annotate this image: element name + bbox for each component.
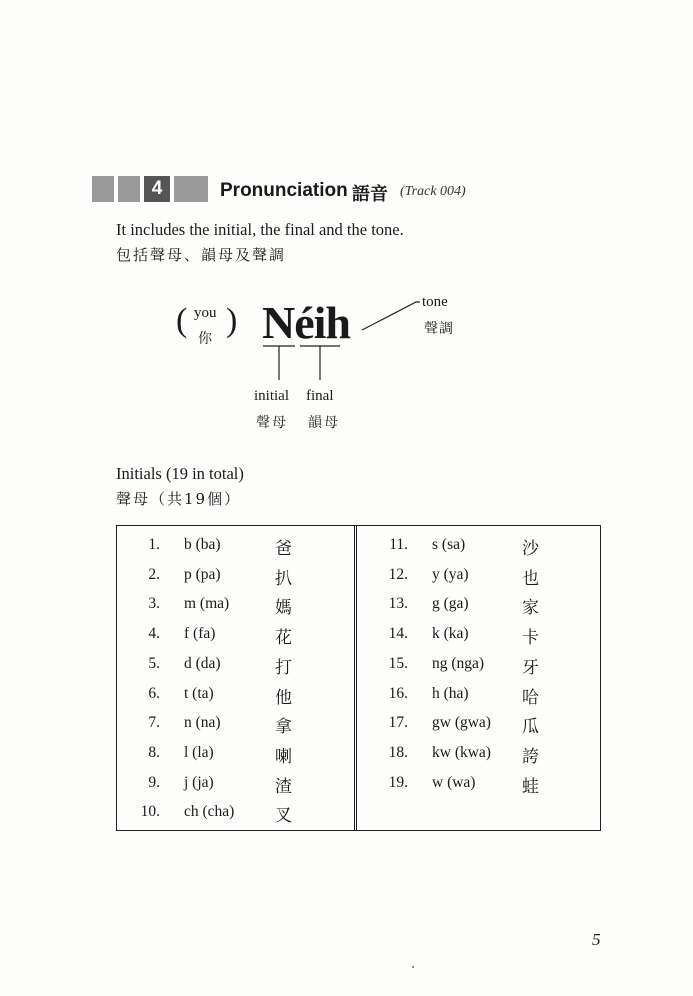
row-number: 18. bbox=[388, 743, 408, 761]
table-row bbox=[0, 655, 693, 685]
section-title-zh: 語音 bbox=[352, 184, 388, 205]
example-character: 蛙 bbox=[522, 776, 539, 797]
initial-label: initial bbox=[254, 388, 289, 404]
table-row bbox=[0, 685, 693, 715]
romanization: m (ma) bbox=[184, 595, 230, 613]
final-label-zh: 韻母 bbox=[308, 415, 340, 431]
section-title: Pronunciation bbox=[220, 180, 348, 201]
initials-heading-zh: 聲母（共19個） bbox=[116, 490, 242, 508]
gloss-en: you bbox=[194, 305, 217, 321]
close-paren: ) bbox=[226, 302, 238, 339]
example-character: 卡 bbox=[522, 628, 539, 649]
table-row bbox=[0, 744, 693, 774]
track-reference: (Track 004) bbox=[400, 184, 466, 199]
row-number: 14. bbox=[388, 625, 408, 643]
romanization: b (ba) bbox=[184, 536, 221, 553]
row-number: 16. bbox=[388, 684, 408, 702]
example-word: Néih bbox=[262, 297, 350, 348]
romanization: s (sa) bbox=[432, 536, 466, 553]
table-row bbox=[0, 566, 693, 596]
example-character: 瓜 bbox=[522, 717, 539, 738]
intro-text: It includes the initial, the final and the tone. bbox=[116, 220, 404, 239]
romanization: j (ja) bbox=[184, 773, 214, 791]
initials-heading: Initials (19 in total) bbox=[116, 464, 244, 483]
example-character: 叉 bbox=[275, 806, 292, 827]
example-character: 花 bbox=[275, 628, 292, 649]
example-character: 家 bbox=[522, 598, 539, 619]
page-number: 5 bbox=[592, 930, 601, 949]
tone-label: tone bbox=[422, 294, 448, 310]
example-character: 他 bbox=[275, 687, 292, 708]
example-character: 渣 bbox=[275, 776, 292, 797]
example-character: 爸 bbox=[275, 539, 292, 559]
romanization: l (la) bbox=[184, 743, 214, 761]
row-number: 2. bbox=[148, 565, 160, 583]
table-row bbox=[0, 625, 693, 655]
romanization: k (ka) bbox=[432, 625, 469, 643]
romanization: gw (gwa) bbox=[432, 714, 491, 732]
row-number: 8. bbox=[148, 743, 160, 761]
romanization: ch (cha) bbox=[184, 803, 235, 821]
row-number: 5. bbox=[148, 654, 160, 672]
example-character: 牙 bbox=[522, 657, 539, 678]
table-row bbox=[0, 536, 693, 566]
row-number: 3. bbox=[148, 595, 160, 613]
section-number: 4 bbox=[144, 176, 170, 202]
romanization: kw (kwa) bbox=[432, 743, 491, 761]
row-number: 13. bbox=[388, 595, 408, 613]
row-number: 11. bbox=[389, 536, 408, 553]
row-number: 1. bbox=[148, 536, 160, 553]
romanization: d (da) bbox=[184, 654, 221, 672]
example-character: 誇 bbox=[522, 746, 539, 767]
example-character: 喇 bbox=[275, 746, 292, 767]
row-number: 19. bbox=[388, 773, 408, 791]
romanization: h (ha) bbox=[432, 684, 469, 702]
tone-pointer-line bbox=[362, 302, 420, 330]
table-row bbox=[0, 803, 693, 833]
example-character: 拿 bbox=[275, 717, 292, 738]
example-character: 哈 bbox=[522, 687, 539, 708]
gloss-zh: 你 bbox=[198, 331, 212, 347]
row-number: 9. bbox=[148, 773, 160, 791]
example-character: 打 bbox=[275, 657, 292, 678]
open-paren: ( bbox=[176, 302, 188, 339]
romanization: ng (nga) bbox=[432, 654, 485, 672]
example-character: 扒 bbox=[275, 568, 292, 589]
romanization: p (pa) bbox=[184, 565, 221, 583]
row-number: 10. bbox=[140, 803, 160, 821]
row-number: 7. bbox=[148, 714, 160, 732]
table-row bbox=[0, 774, 693, 804]
table-row bbox=[0, 714, 693, 744]
romanization: g (ga) bbox=[432, 595, 469, 613]
final-label: final bbox=[306, 388, 334, 404]
row-number: 17. bbox=[388, 714, 408, 732]
example-character: 也 bbox=[522, 568, 539, 589]
initial-label-zh: 聲母 bbox=[256, 415, 288, 431]
row-number: 4. bbox=[148, 625, 160, 643]
row-number: 15. bbox=[388, 654, 408, 672]
romanization: t (ta) bbox=[184, 684, 214, 702]
intro-text-zh: 包括聲母、韻母及聲調 bbox=[116, 246, 287, 264]
example-character: 媽 bbox=[275, 598, 292, 619]
row-number: 6. bbox=[148, 684, 160, 702]
tone-label-zh: 聲調 bbox=[424, 321, 454, 337]
row-number: 12. bbox=[388, 565, 408, 583]
romanization: y (ya) bbox=[432, 565, 469, 583]
romanization: w (wa) bbox=[432, 773, 476, 791]
example-character: 沙 bbox=[522, 539, 539, 559]
print-speck bbox=[412, 966, 414, 968]
table-row bbox=[0, 595, 693, 625]
romanization: f (fa) bbox=[184, 625, 216, 643]
romanization: n (na) bbox=[184, 714, 221, 732]
